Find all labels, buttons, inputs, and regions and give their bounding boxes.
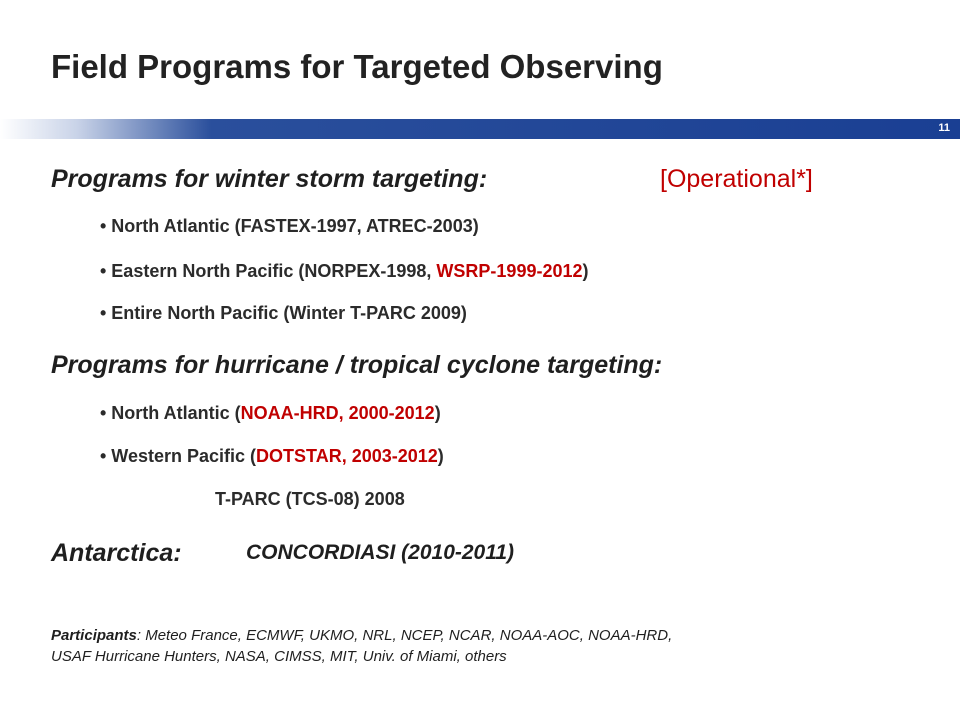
bullet-text: • Entire North Pacific (Winter T-PARC 2009) bbox=[100, 303, 467, 323]
slide-title: Field Programs for Targeted Observing bbox=[51, 48, 663, 85]
hurricane-bullet-western-pacific bbox=[100, 446, 444, 467]
bullet-suffix: ) bbox=[434, 403, 441, 423]
title-band bbox=[0, 119, 960, 139]
antarctica-value: CONCORDIASI (2010-2011) bbox=[246, 541, 515, 564]
winter-bullet-north-atlantic bbox=[100, 216, 479, 237]
bullet-suffix: ) bbox=[437, 446, 444, 466]
antarctica-label: Antarctica: bbox=[51, 539, 182, 567]
hurricane-sub-tparc: T-PARC (TCS-08) 2008 bbox=[215, 489, 405, 509]
bullet-text: • North Atlantic ( bbox=[100, 403, 241, 423]
participants-line-1: : Meteo France, ECMWF, UKMO, NRL, NCEP, NCAR, NOAA-AOC, NOAA-HRD, bbox=[136, 627, 673, 644]
slide-number: 11 bbox=[938, 122, 950, 134]
winter-bullet-entire-north-pacific bbox=[100, 303, 467, 324]
bullet-highlight: DOTSTAR, 2003-2012 bbox=[256, 446, 438, 466]
bullet-text: • North Atlantic (FASTEX-1997, ATREC-2003) bbox=[100, 216, 479, 236]
bullet-text: • Western Pacific ( bbox=[100, 446, 257, 466]
bullet-highlight: NOAA-HRD, 2000-2012 bbox=[240, 403, 435, 423]
hurricane-heading: Programs for hurricane / tropical cyclone targeting: bbox=[51, 351, 663, 379]
operational-label: [Operational*] bbox=[660, 165, 813, 193]
winter-heading: Programs for winter storm targeting: bbox=[51, 165, 488, 193]
hurricane-bullet-north-atlantic bbox=[100, 403, 441, 424]
participants-line-2: USAF Hurricane Hunters, NASA, CIMSS, MIT, Univ. of Miami, others bbox=[51, 648, 507, 665]
bullet-suffix: ) bbox=[582, 261, 589, 281]
bullet-text: • Eastern North Pacific (NORPEX-1998, bbox=[100, 261, 437, 281]
participants-label: Participants bbox=[51, 627, 137, 644]
winter-bullet-eastern-north-pacific bbox=[100, 261, 589, 282]
bullet-highlight: WSRP-1999-2012 bbox=[436, 261, 583, 281]
participants-note bbox=[51, 625, 901, 667]
